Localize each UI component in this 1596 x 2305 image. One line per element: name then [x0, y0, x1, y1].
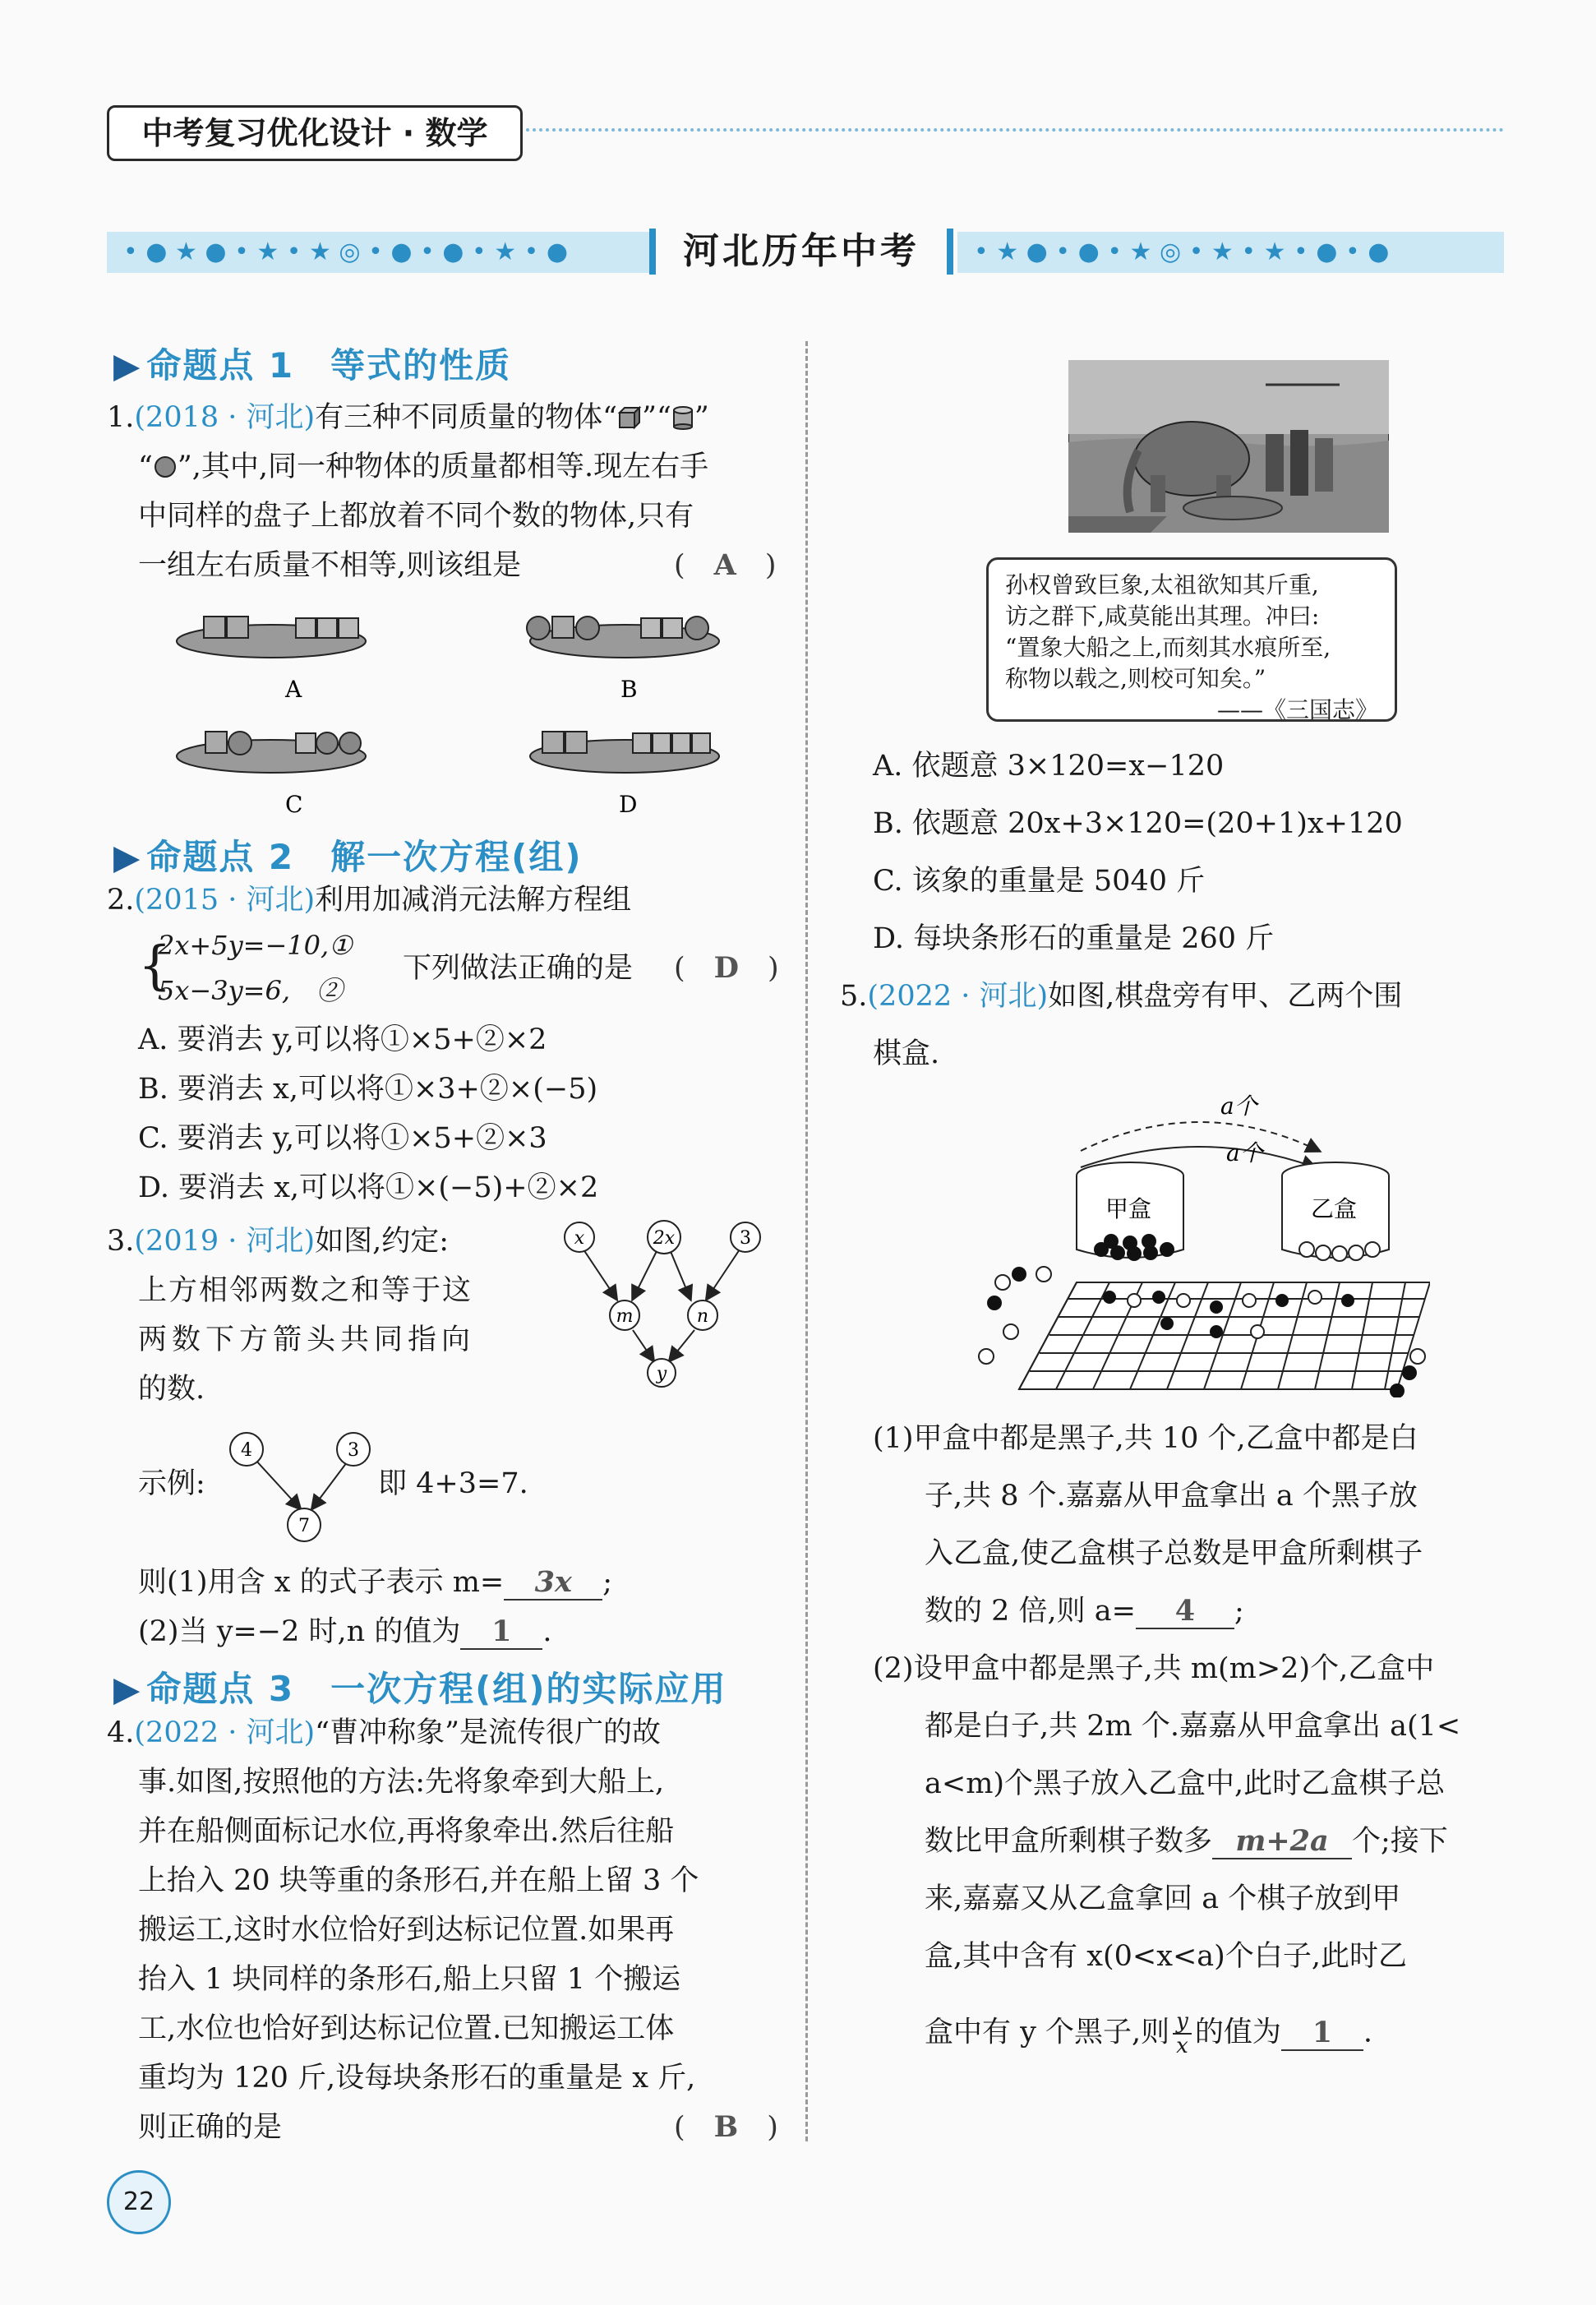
example-node-4: 4 — [241, 1440, 252, 1461]
bowl-a-label: 甲盒 — [1105, 1195, 1152, 1222]
q3-line-4: 的数. — [138, 1373, 205, 1406]
story-quote-box — [986, 557, 1397, 722]
q1-balance-figures — [164, 592, 789, 822]
q5-p2-line-7: 盒中有 y 个黑子,则 $\frac{y}{x}$ 的值为 1 . — [925, 2009, 1373, 2058]
q1-line-3: 中同样的盘子上都放着不同个数的物体,只有 — [138, 500, 694, 533]
q5-p2-line-2: 都是白子,共 2m 个.嘉嘉从甲盒拿出 a(1< — [925, 1710, 1461, 1743]
q1-line-4: 一组左右质量不相等,则该组是 — [138, 549, 522, 582]
q2-choice-d: D. 要消去 x,可以将①×(−5)+②×2 — [138, 1171, 599, 1204]
sphere-object-icon — [153, 455, 178, 479]
q2-system-brace: { — [138, 935, 172, 996]
q1-line-1: 1.(2018 · 河北)有三种不同质量的物体“ ”“ ” — [107, 401, 709, 434]
section-heading-2: ▶ 命题点 2 解一次方程(组) — [113, 837, 583, 877]
q5-p1-line-1: (1)甲盒中都是黑子,共 10 个,乙盒中都是白 — [873, 1422, 1418, 1455]
q3-example-equation: 即 4+3=7. — [378, 1467, 528, 1500]
q4-answer: ( B ) — [674, 2110, 778, 2144]
q5-p2-line-1: (2)设甲盒中都是黑子,共 m(m>2)个,乙盒中 — [873, 1652, 1435, 1685]
column-divider — [805, 341, 808, 2141]
q4-line-5: 搬运工,这时水位恰好到达标记位置.如果再 — [138, 1914, 675, 1947]
q5-p1-line-3: 入乙盒,使乙盒棋子总数是甲盒所剩棋子 — [925, 1537, 1423, 1570]
banner-bar-left — [649, 229, 656, 275]
option-d-figure — [530, 732, 719, 773]
option-b-label: B — [620, 676, 638, 703]
q5-answer-3: 1 — [1281, 2016, 1363, 2051]
cylinder-object-icon — [671, 405, 694, 430]
q4-line-8: 重均为 120 斤,设每块条形石的重量是 x 斤, — [138, 2062, 696, 2095]
q4-choice-c: C. 该象的重量是 5040 斤 — [873, 865, 1206, 898]
q5-line-2: 棋盒. — [873, 1037, 940, 1070]
banner-title: 河北历年中考 — [683, 230, 920, 272]
option-a-label: A — [285, 676, 302, 703]
banner-decoration-right: • ★ ● • ● • ★ ◎ • ★ • ★ • ● • ● — [957, 232, 1504, 273]
q4-choice-d: D. 每块条形石的重量是 260 斤 — [873, 922, 1275, 955]
option-c-figure — [177, 732, 366, 773]
story-source: ——《三国志》 — [1216, 696, 1378, 723]
q3-example-diagram — [218, 1426, 382, 1550]
example-node-7: 7 — [298, 1516, 310, 1536]
q2-equation-2: 5x−3y=6, ② — [158, 975, 344, 1006]
bowl-b-label: 乙盒 — [1311, 1195, 1358, 1222]
option-b-figure — [527, 617, 719, 658]
story-line-3: “置象大船之上,而刻其水痕所至, — [1005, 634, 1331, 661]
q3-line-3: 两数下方箭头共同指向 — [138, 1323, 476, 1356]
q4-line-4: 上抬入 20 块等重的条形石,并在船上留 3 个 — [138, 1864, 699, 1897]
q2-choice-b: B. 要消去 x,可以将①×3+②×(−5) — [138, 1073, 598, 1106]
q2-choice-c: C. 要消去 y,可以将①×5+②×3 — [138, 1122, 547, 1155]
node-2x: 2x — [653, 1228, 676, 1249]
q2-line-1: 2.(2015 · 河北)利用加减消元法解方程组 — [107, 884, 632, 917]
story-line-1: 孙权曾致巨象,太祖欲知其斤重, — [1005, 571, 1319, 598]
q5-top-arrow-label: a个 — [1220, 1092, 1257, 1120]
q3-part-1: 则(1)用含 x 的式子表示 m= 3x ; — [138, 1565, 613, 1599]
node-m: m — [616, 1306, 634, 1327]
q5-p1-line-2: 子,共 8 个.嘉嘉从甲盒拿出 a 个黑子放 — [925, 1480, 1418, 1513]
q5-p2-line-5: 来,嘉嘉又从乙盒拿回 a 个棋子放到甲 — [925, 1882, 1401, 1915]
example-node-3: 3 — [348, 1440, 359, 1461]
q5-p2-line-4: 数比甲盒所剩棋子数多 m+2a 个;接下 — [925, 1824, 1448, 1858]
q5-p2-line-6: 盒,其中含有 x(0<x<a)个白子,此时乙 — [925, 1940, 1407, 1973]
story-line-4: 称物以载之,则校可知矣。” — [1005, 665, 1266, 692]
q4-choice-b: B. 依题意 20x+3×120=(20+1)x+120 — [873, 807, 1403, 840]
option-a-figure — [177, 617, 366, 658]
q4-line-9: 则正确的是 — [138, 2111, 283, 2144]
q2-answer: ( D ) — [674, 951, 779, 985]
q5-answer-2: m+2a — [1212, 1825, 1352, 1859]
story-line-2: 访之群下,咸莫能出其理。冲曰: — [1005, 603, 1320, 630]
q4-line-3: 并在船侧面标记水位,再将象牵出.然后往船 — [138, 1815, 675, 1848]
q3-example-label: 示例: — [138, 1467, 205, 1500]
q4-line-6: 抬入 1 块同样的条形石,船上只留 1 个搬运 — [138, 1963, 681, 1996]
q5-mid-arrow-label: a个 — [1226, 1139, 1263, 1166]
q3-line-1: 3.(2019 · 河北)如图,约定: — [107, 1225, 450, 1258]
option-d-label: D — [619, 791, 638, 818]
q5-p2-line-3: a<m)个黑子放入乙盒中,此时乙盒棋子总 — [925, 1767, 1446, 1800]
q1-line-2: “ ”,其中,同一种物体的质量都相等.现左右手 — [138, 450, 709, 483]
node-n: n — [696, 1306, 709, 1327]
q4-line-7: 工,水位也恰好到达标记位置.已知搬运工体 — [138, 2012, 675, 2045]
q5-line-1: 5.(2022 · 河北)如图,棋盘旁有甲、乙两个围 — [840, 980, 1403, 1013]
header-dotted-rule — [526, 128, 1504, 132]
q2-line-2: 下列做法正确的是 — [403, 952, 634, 985]
y-over-x-fraction: $\frac{y}{x}$ — [1173, 2010, 1192, 2058]
cube-object-icon — [617, 405, 642, 430]
q2-choice-a: A. 要消去 y,可以将①×5+②×2 — [138, 1023, 547, 1056]
node-3: 3 — [740, 1228, 751, 1249]
q3-answer-1: 3x — [504, 1566, 602, 1601]
q3-number-tree-diagram — [551, 1217, 773, 1389]
cao-chong-weighs-elephant-illustration — [1068, 360, 1389, 533]
banner-bar-right — [947, 229, 953, 275]
q5-answer-1: 4 — [1136, 1595, 1234, 1629]
go-board-and-bowls-figure — [970, 1085, 1430, 1397]
q5-p1-line-4: 数的 2 倍,则 a= 4 ; — [925, 1594, 1244, 1628]
q4-line-2: 事.如图,按照他的方法:先将象牵到大船上, — [138, 1766, 665, 1799]
q3-answer-2: 1 — [460, 1615, 542, 1650]
page-number: 22 — [107, 2170, 171, 2234]
node-y: y — [656, 1364, 667, 1384]
node-x: x — [574, 1228, 585, 1249]
book-title: 中考复习优化设计 · 数学 — [107, 105, 523, 161]
q1-answer: ( A ) — [674, 548, 777, 582]
q3-line-2: 上方相邻两数之和等于这 — [138, 1274, 473, 1307]
section-heading-3: ▶ 命题点 3 一次方程(组)的实际应用 — [113, 1669, 727, 1709]
q4-choice-a: A. 依题意 3×120=x−120 — [873, 750, 1225, 783]
q4-line-1: 4.(2022 · 河北)“曹冲称象”是流传很广的故 — [107, 1716, 661, 1749]
banner-decoration-left: • ● ★ ● • ★ • ★ ◎ • ● • ● • ★ • ● — [107, 232, 649, 273]
section-heading-1: ▶ 命题点 1 等式的性质 — [113, 345, 512, 386]
option-c-label: C — [285, 791, 303, 818]
q3-part-2: (2)当 y=−2 时,n 的值为 1 . — [138, 1614, 552, 1648]
q2-equation-1: 2x+5y=−10,① — [158, 930, 353, 961]
go-board — [1019, 1282, 1430, 1389]
